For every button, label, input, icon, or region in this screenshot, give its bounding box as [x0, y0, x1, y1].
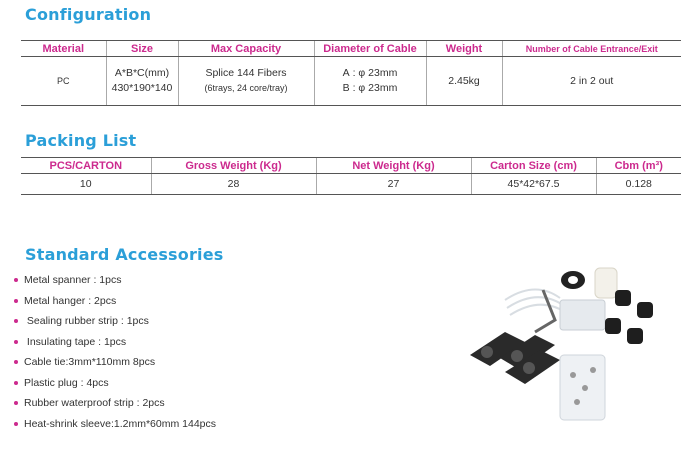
- col-entrance: Number of Cable Entrance/Exit: [502, 41, 681, 57]
- material-cell: PC: [21, 57, 106, 106]
- bullet-icon: [14, 340, 18, 344]
- bullet-icon: [14, 401, 18, 405]
- col-weight: Weight: [426, 41, 502, 57]
- cable-ties-illustration: [505, 289, 565, 315]
- list-item: [14, 291, 216, 312]
- list-item: [14, 414, 216, 435]
- capacity-line1: Splice 144 Fibers: [205, 67, 287, 79]
- table-row: [21, 57, 681, 106]
- col-size: Size: [106, 41, 178, 57]
- pcs-cell: 10: [21, 174, 151, 195]
- cbm-cell: 0.128: [596, 174, 681, 195]
- capacity-line2: (6trays, 24 core/tray): [204, 83, 288, 93]
- accessories-heading: Standard Accessories: [25, 245, 224, 264]
- bullet-icon: [14, 278, 18, 282]
- list-item: [14, 373, 216, 394]
- entrance-cell: 2 in 2 out: [502, 57, 681, 106]
- tape-illustration: [561, 271, 585, 289]
- list-item: [14, 311, 216, 332]
- list-item: [14, 393, 216, 414]
- white-plug-illustration: [595, 268, 617, 298]
- col-max-capacity: Max Capacity: [178, 41, 314, 57]
- list-item-label: Rubber waterproof strip : 2pcs: [24, 397, 165, 409]
- bullet-icon: [14, 422, 18, 426]
- list-item-label: Insulating tape : 1pcs: [24, 335, 127, 348]
- gross-weight-cell: 28: [151, 174, 316, 195]
- diameter-line2: B : φ 23mm: [342, 82, 398, 94]
- size-cell: [106, 57, 178, 106]
- bullet-icon: [14, 360, 18, 364]
- screws-bag-illustration: [560, 355, 605, 420]
- col-gross-weight: Gross Weight (Kg): [151, 158, 316, 174]
- col-pcs-carton: PCS/CARTON: [21, 158, 151, 174]
- bullet-icon: [14, 319, 18, 323]
- accessories-list: [14, 270, 216, 434]
- accessories-photo: [465, 260, 665, 430]
- carton-size-cell: 45*42*67.5: [471, 174, 596, 195]
- capacity-cell: [178, 57, 314, 106]
- list-item-label: Metal spanner : 1pcs: [24, 274, 122, 286]
- net-weight-cell: 27: [316, 174, 471, 195]
- bullet-icon: [14, 381, 18, 385]
- sleeve-pack-illustration: [560, 300, 605, 330]
- diameter-cell: [314, 57, 426, 106]
- col-cbm: Cbm (m³): [596, 158, 681, 174]
- list-item-label: Plastic plug : 4pcs: [24, 376, 109, 389]
- col-net-weight: Net Weight (Kg): [316, 158, 471, 174]
- configuration-header-row: [21, 41, 681, 57]
- packing-list-table: [21, 157, 681, 195]
- list-item: [14, 270, 216, 291]
- col-carton-size: Carton Size (cm): [471, 158, 596, 174]
- configuration-table: [21, 40, 681, 106]
- list-item: [14, 332, 216, 353]
- list-item-label: Heat-shrink sleeve:1.2mm*60mm 144pcs: [24, 417, 216, 430]
- packing-list-heading: Packing List: [25, 131, 137, 150]
- size-line2: 430*190*140: [111, 82, 173, 94]
- list-item-label: Cable tie:3mm*110mm 8pcs: [24, 356, 156, 368]
- diameter-line1: A : φ 23mm: [342, 67, 398, 79]
- packing-header-row: [21, 158, 681, 174]
- col-diameter: Diameter of Cable: [314, 41, 426, 57]
- configuration-heading: Configuration: [25, 5, 152, 24]
- col-material: Material: [21, 41, 106, 57]
- list-item-label: Sealing rubber strip : 1pcs: [24, 315, 149, 327]
- weight-cell: 2.45kg: [426, 57, 502, 106]
- table-row: [21, 174, 681, 195]
- size-line1: A*B*C(mm): [114, 67, 170, 79]
- metal-hangers-illustration: [470, 332, 560, 384]
- list-item: [14, 352, 216, 373]
- list-item-label: Metal hanger : 2pcs: [24, 294, 117, 307]
- bullet-icon: [14, 299, 18, 303]
